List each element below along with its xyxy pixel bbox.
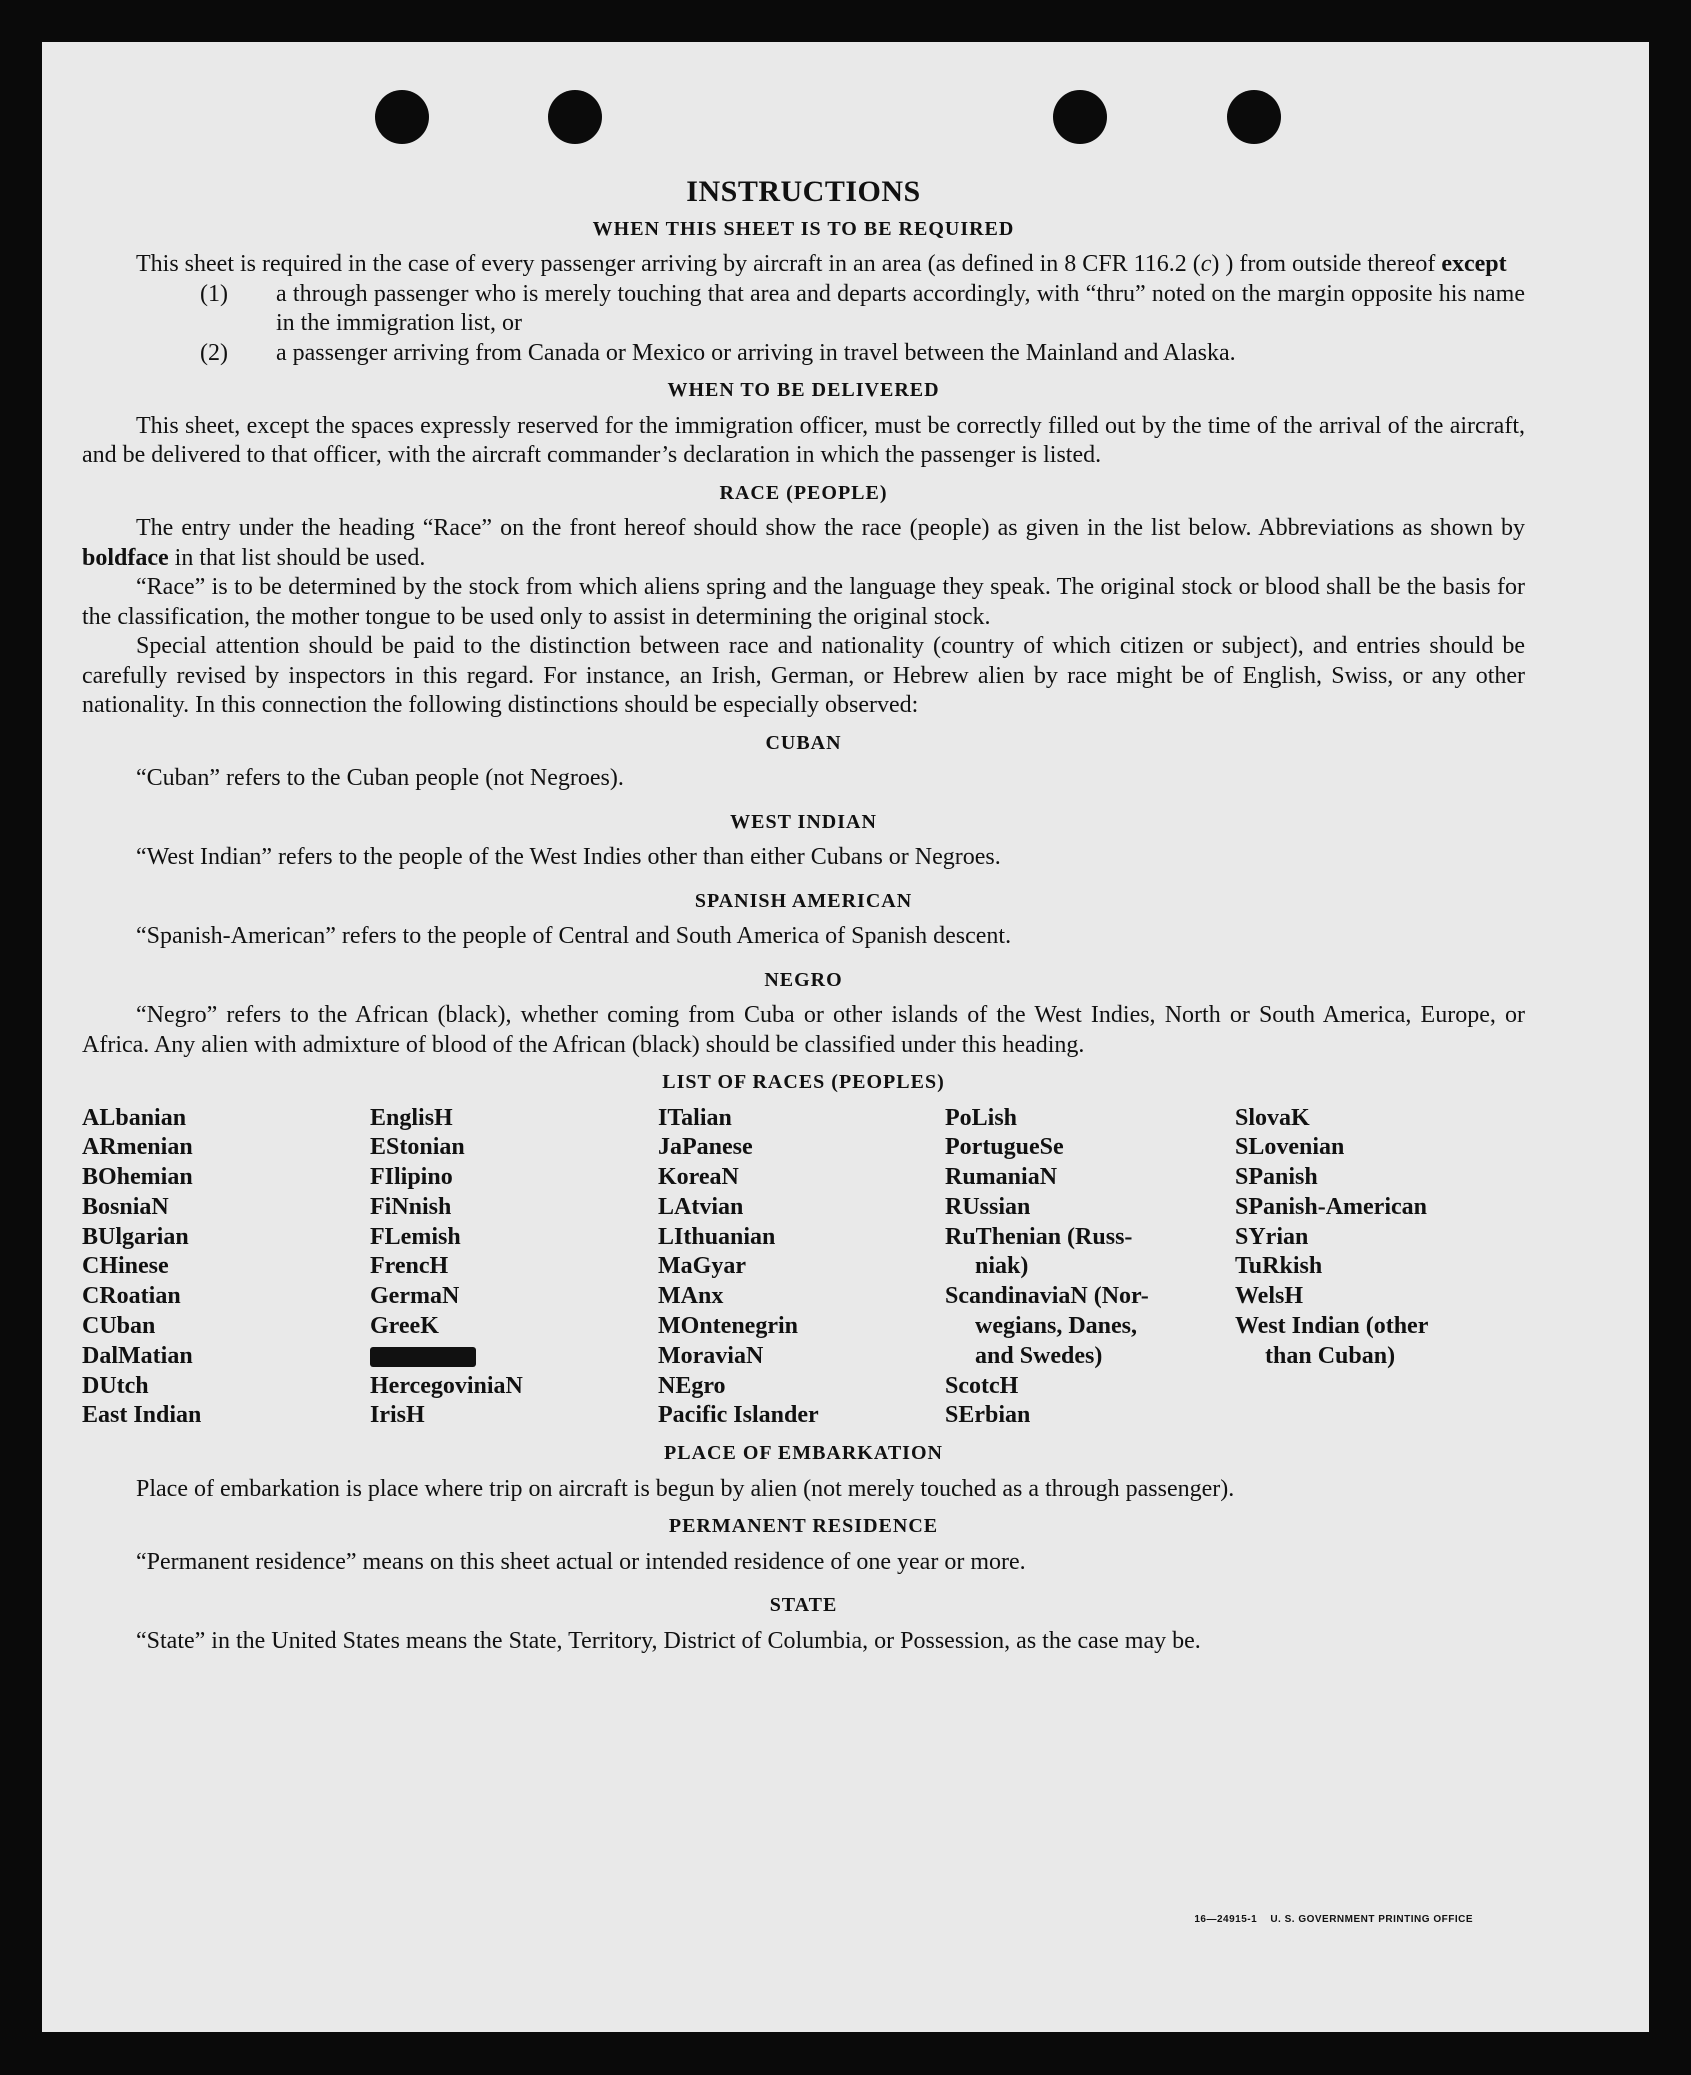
race-entry: ScotcH xyxy=(945,1372,1019,1399)
race-entry: West Indian (other xyxy=(1235,1313,1429,1340)
page-title: INSTRUCTIONS xyxy=(686,175,921,208)
paragraph-state: “State” in the United States means the State, Territory, District of Columbia, or Possession, as the case may be. xyxy=(136,1627,1201,1654)
list-item: (2) a passenger arriving from Canada or Mexico or arriving in travel between the Mainland and Alaska. xyxy=(200,339,1236,366)
race-entry: niak) xyxy=(975,1253,1029,1280)
heading-race: RACE (PEOPLE) xyxy=(719,481,888,504)
race-entry: PoLish xyxy=(945,1104,1018,1131)
list-item: (1) a through passenger who is merely touching that area and departs accordingly, with “thru” noted on the margin opposite his name in the immigration list, or xyxy=(200,280,1525,336)
race-entry: East Indian xyxy=(82,1402,202,1429)
paragraph-race-2: “Race” is to be determined by the stock from which aliens spring and the language they speak. The original stock or blood shall be the basis for the classification, the mother tongue to be used only to assist in determining the original stock. xyxy=(82,574,1525,630)
paragraph-residence: “Permanent residence” means on this sheet actual or intended residence of one year or more. xyxy=(136,1548,1026,1575)
race-entry: SlovaK xyxy=(1235,1104,1310,1131)
race-entry: ARmenian xyxy=(82,1134,193,1161)
races-column-1 xyxy=(82,1104,370,1432)
race-entry: CHinese xyxy=(82,1253,169,1280)
races-column-2 xyxy=(370,1104,658,1432)
paragraph-when-required: This sheet is required in the case of every passenger arriving by aircraft in an area (as defined in 8 CFR 116.2 (c) ) from outside thereof except xyxy=(136,251,1507,277)
race-entry: IrisH xyxy=(370,1402,425,1429)
heading-list-of-races: LIST OF RACES (PEOPLES) xyxy=(662,1071,945,1093)
race-entry: SPanish xyxy=(1235,1164,1318,1191)
race-entry: PortugueSe xyxy=(945,1134,1064,1161)
heading-state: STATE xyxy=(769,1594,838,1617)
race-entry: MaGyar xyxy=(658,1253,746,1280)
race-entry: FIlipino xyxy=(370,1164,453,1191)
races-column-4 xyxy=(945,1104,1235,1432)
race-entry: RuThenian (Russ- xyxy=(945,1223,1133,1250)
race-entry: SPanish-American xyxy=(1235,1193,1427,1220)
race-entry: MOntenegrin xyxy=(658,1313,798,1340)
race-entry: FiNnish xyxy=(370,1193,452,1220)
races-column-5 xyxy=(1235,1104,1525,1432)
race-entry: ALbanian xyxy=(82,1104,187,1131)
heading-west-indian: WEST INDIAN xyxy=(730,810,877,833)
race-entry: than Cuban) xyxy=(1265,1342,1396,1369)
race-entry: FLemish xyxy=(370,1223,461,1250)
race-entry: LAtvian xyxy=(658,1193,744,1220)
paragraph-spanish-american: “Spanish-American” refers to the people of Central and South America of Spanish descent. xyxy=(136,923,1012,949)
race-entry: ITalian xyxy=(658,1104,732,1131)
heading-when-required: WHEN THIS SHEET IS TO BE REQUIRED xyxy=(592,217,1015,240)
race-entry: EStonian xyxy=(370,1134,465,1161)
race-entry: NEgro xyxy=(658,1372,726,1399)
heading-negro: NEGRO xyxy=(764,968,843,991)
race-entry: SLovenian xyxy=(1235,1134,1345,1161)
race-entry: CUban xyxy=(82,1313,156,1340)
punch-hole xyxy=(1227,90,1281,144)
race-entry: HercegoviniaN xyxy=(370,1372,523,1399)
race-entry: RUssian xyxy=(945,1193,1031,1220)
heading-spanish-american: SPANISH AMERICAN xyxy=(694,889,913,912)
punch-hole xyxy=(1053,90,1107,144)
race-entry: TuRkish xyxy=(1235,1253,1323,1280)
race-entry: WelsH xyxy=(1235,1283,1304,1310)
race-entry: BUlgarian xyxy=(82,1223,189,1250)
race-entry: DalMatian xyxy=(82,1342,193,1369)
race-entry: SYrian xyxy=(1235,1223,1309,1250)
paragraph-west-indian: “West Indian” refers to the people of the West Indies other than either Cubans or Negroes. xyxy=(136,844,1001,870)
heading-residence: PERMANENT RESIDENCE xyxy=(668,1515,939,1538)
race-entry: JaPanese xyxy=(658,1134,753,1161)
heading-when-delivered: WHEN TO BE DELIVERED xyxy=(667,379,940,401)
race-entry: BosniaN xyxy=(82,1193,169,1220)
race-entry: KoreaN xyxy=(658,1164,739,1191)
punch-hole xyxy=(548,90,602,144)
punch-hole xyxy=(375,90,429,144)
race-entry: LIthuanian xyxy=(658,1223,776,1250)
document-sheet xyxy=(42,42,1649,2032)
race-entry: FrencH xyxy=(370,1253,449,1280)
heading-embarkation: PLACE OF EMBARKATION xyxy=(664,1442,943,1465)
redacted-entry xyxy=(370,1342,658,1372)
race-entry: GermaN xyxy=(370,1283,460,1310)
paragraph-embarkation: Place of embarkation is place where trip on aircraft is begun by alien (not merely touched as a through passenger). xyxy=(136,1475,1235,1502)
race-entry: MoraviaN xyxy=(658,1342,764,1369)
race-entry: SErbian xyxy=(945,1402,1031,1429)
race-entry: ScandinaviaN (Nor- xyxy=(945,1283,1149,1310)
races-column-3 xyxy=(658,1104,945,1432)
race-entry: MAnx xyxy=(658,1283,724,1310)
race-entry: GreeK xyxy=(370,1313,439,1340)
paragraph-when-delivered: This sheet, except the spaces expressly reserved for the immigration officer, must be correctly filled out by the time of the arrival of the aircraft, and be delivered to that officer, with the aircraft commander’s declaration in which the passenger is listed. xyxy=(82,412,1525,468)
races-list xyxy=(82,1104,1525,1432)
printer-footer: 16—24915-1 U. S. GOVERNMENT PRINTING OFFICE xyxy=(1194,1914,1473,1925)
race-entry: wegians, Danes, xyxy=(975,1313,1138,1340)
paragraph-negro: “Negro” refers to the African (black), whether coming from Cuba or other islands of the West Indies, North or South America, Europe, or Africa. Any alien with admixture of blood of the African (black) should be classified under this heading. xyxy=(82,1002,1525,1058)
heading-cuban: CUBAN xyxy=(765,731,842,754)
race-entry: CRoatian xyxy=(82,1283,181,1310)
paragraph-race-3: Special attention should be paid to the distinction between race and nationality (country of which citizen or subject), and entries should be carefully revised by inspectors in this regard. For instance, an Irish, German, or Hebrew alien by race might be of English, Swiss, or any other nationality. In this connection the following distinctions should be especially observed: xyxy=(82,633,1525,718)
race-entry: DUtch xyxy=(82,1372,149,1399)
paragraph-cuban: “Cuban” refers to the Cuban people (not Negroes). xyxy=(136,765,624,791)
race-entry: BOhemian xyxy=(82,1164,193,1191)
race-entry: EnglisH xyxy=(370,1104,453,1131)
paragraph-race-1: The entry under the heading “Race” on the front hereof should show the race (people) as given in the list below. Abbreviations as shown by boldface in that list should be used. xyxy=(82,515,1525,571)
race-entry: and Swedes) xyxy=(975,1342,1103,1369)
instructions-body xyxy=(82,177,1525,1656)
race-entry: RumaniaN xyxy=(945,1164,1058,1191)
race-entry: Pacific Islander xyxy=(658,1402,819,1429)
